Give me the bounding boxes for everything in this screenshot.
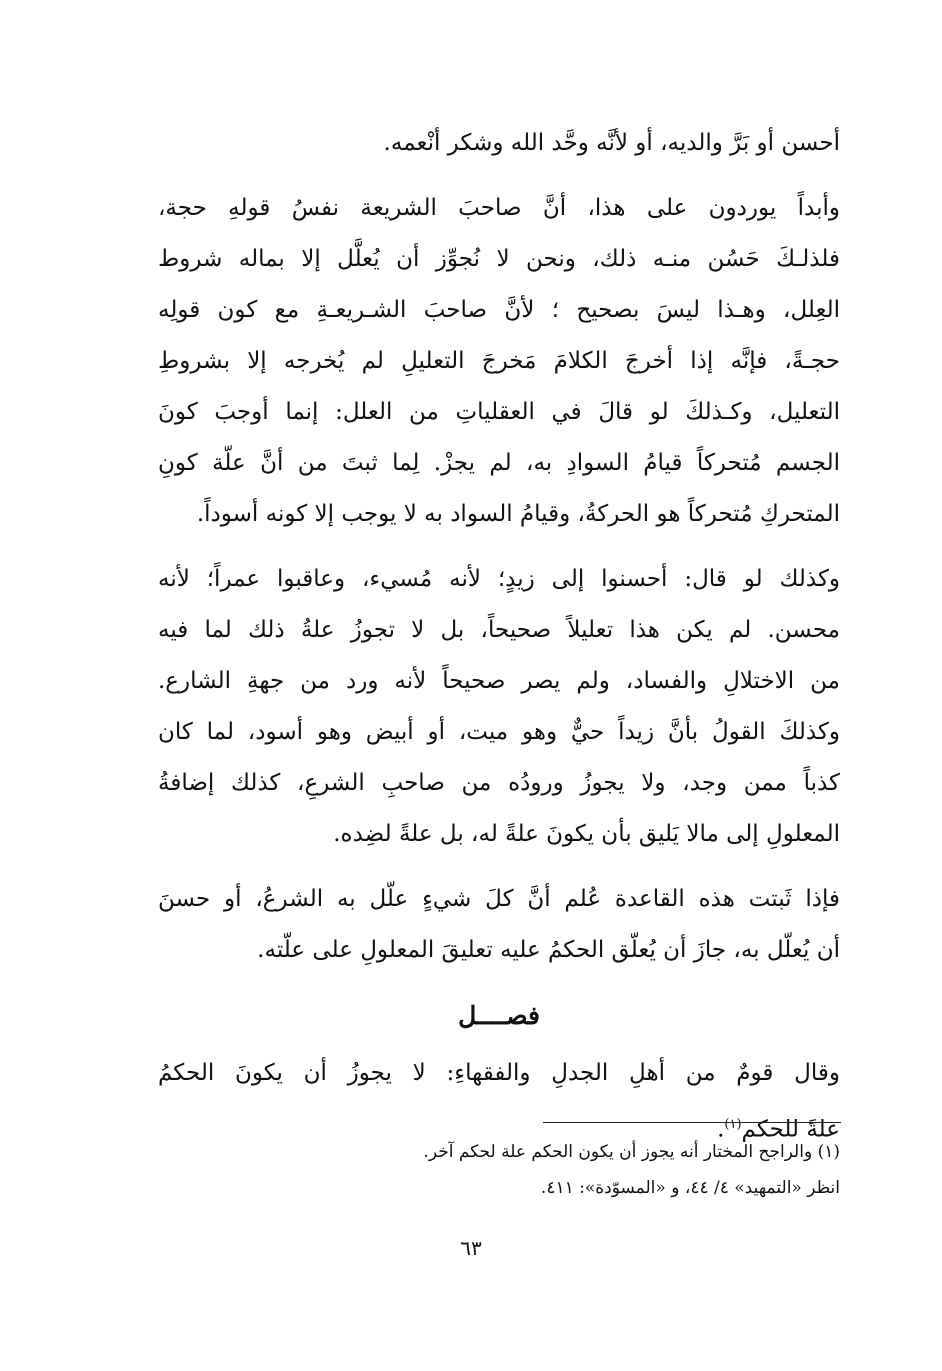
paragraph-2 bbox=[158, 183, 840, 540]
text-line: المعلولِ إلى مالا يَليق بأن يكونَ علةً له، بل علةً لضِده. bbox=[333, 821, 840, 847]
footnote-divider bbox=[543, 1122, 841, 1123]
page-body bbox=[158, 118, 840, 1170]
text-line: كذباً ممن وجد، ولا يجوزُ ورودُه من صاحبِ الشرعِ، كذلك إضافةُ bbox=[158, 770, 840, 796]
text-line: وقال قومٌ من أهلِ الجدلِ والفقهاءِ: لا يجوزُ أن يكونَ الحكمُ bbox=[158, 1060, 840, 1086]
text-line: التعليل، وكـذلكَ لو قالَ في العقلياتِ من العلل: إنما أوجبَ كونَ bbox=[158, 399, 840, 425]
text-line: المتحركِ مُتحركاً هو الحركةُ، وقيامُ السواد به لا يوجب إلا كونه أسوداً. bbox=[196, 501, 840, 527]
footnote-reference[interactable]: (١) bbox=[724, 1117, 742, 1132]
text-line: فلذلـكَ حَسُن منـه ذلك، ونحن لا نُجوِّز أن يُعلَّل إلا بماله شروط bbox=[158, 246, 840, 272]
text-line: العِلل، وهـذا ليسَ بصحيح ؛ لأنَّ صاحبَ الشـريعـةِ مع كون قولِه bbox=[158, 297, 840, 323]
text-line: وأبداً يوردون على هذا، أنَّ صاحبَ الشريعة نفسُ قولهِ حجة، bbox=[158, 195, 840, 221]
text-line: وكذلكَ القولُ بأنَّ زيداً حيٌّ وهو ميت، أو أبيض وهو أسود، لما كان bbox=[158, 719, 840, 745]
text-line: محسن. لم يكن هذا تعليلاً صحيحاً، بل لا تجوزُ علةُ ذلك لما فيه bbox=[158, 617, 840, 643]
text-line: حجـةً، فإنَّه إذا أخرجَ الكلامَ مَخرجَ التعليلِ لم يُخرجه إلا بشروطِ bbox=[158, 348, 840, 374]
text-line: الجسم مُتحركاً قيامُ السوادِ به، لم يجزْ. لِما ثبتَ من أنَّ علّة كونِ bbox=[158, 450, 840, 476]
page-number: ٦٣ bbox=[460, 1236, 482, 1260]
paragraph-4 bbox=[158, 874, 840, 976]
footnote-text: (١) والراجح المختار أنه يجوز أن يكون الحكم علة لحكم آخر. bbox=[423, 1142, 840, 1162]
paragraph-1 bbox=[158, 118, 840, 169]
text-line: أن يُعلّل به، جازَ أن يُعلّق الحكمُ عليه تعليقَ المعلولِ على علّته. bbox=[257, 937, 840, 963]
footnotes bbox=[158, 1134, 840, 1206]
section-heading: فصــــل bbox=[458, 1001, 540, 1030]
footnote-reference-text: انظر «التمهيد» ٤/ ٤٤، و «المسوّدة»: ٤١١. bbox=[540, 1178, 840, 1198]
text-line: أحسن أو بَرَّ والديه، أو لأنَّه وحَّد الله وشكر أنْعمه. bbox=[383, 130, 840, 156]
text-fragment: . bbox=[717, 1116, 725, 1143]
text-line: من الاختلالِ والفساد، ولم يصر صحيحاً لأنه ورد من جهةِ الشارع. bbox=[158, 668, 840, 694]
paragraph-3 bbox=[158, 554, 840, 860]
text-line: وكذلك لو قال: أحسنوا إلى زيدٍ؛ لأنه مُسيء، وعاقبوا عمراً؛ لأنه bbox=[158, 566, 840, 592]
text-line: فإذا ثَبتت هذه القاعدة عُلم أنَّ كلَ شيءٍ علّل به الشرعُ، أو حسنَ bbox=[158, 886, 840, 912]
text-fragment: علةً للحكم bbox=[741, 1116, 840, 1143]
